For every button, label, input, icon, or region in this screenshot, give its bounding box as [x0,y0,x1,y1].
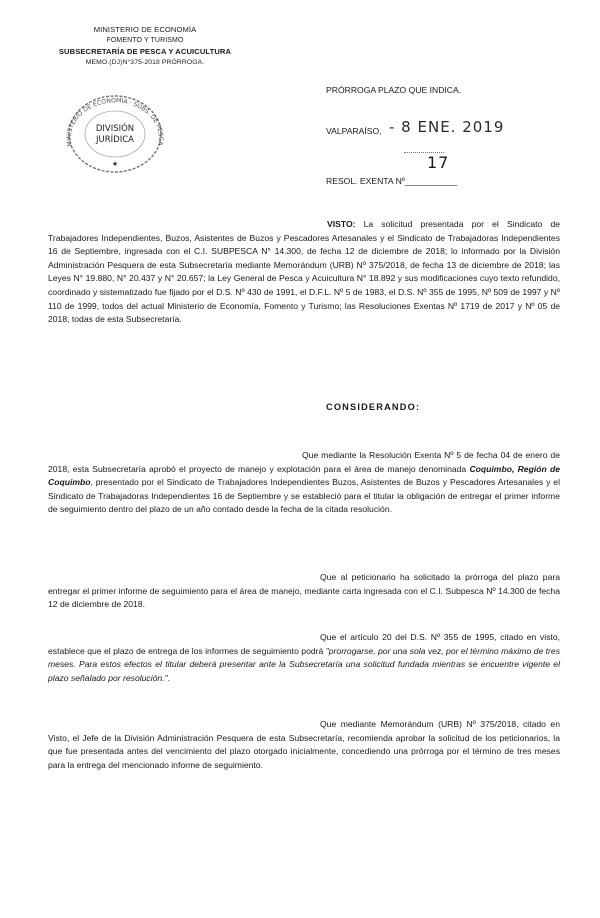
seal-center-line2: JURÍDICA [96,135,134,145]
p3-text-a: Que el artículo 20 del D.S. Nº 355 de 1995, citado en visto, establece que el plazo de entrega de los informes de seguimiento podrá [48,632,560,656]
p3-quote: "prorrogarse, por una sola vez, por el término máximo de tres meses. Para estos efectos el titular deberá presentar ante la Subsecretaría una solicitud fundada mientras se encuentre vigente el plazo señalado por resolución." [48,645,560,683]
letterhead-memo-ref: MEMO.(DJ)N°375-2018 PRÓRROGA. [85,59,205,66]
considerando-paragraph-3 [48,631,560,685]
p1-area-name: Coquimbo, Región de Coquimbo [48,463,561,488]
resolution-label-text: RESOL. EXENTA Nº [326,176,405,186]
date-stamp: - 8 ENE. 2019 [389,118,505,136]
letterhead [50,24,240,68]
letterhead-subsecretaria: SUBSECRETARÍA DE PESCA Y ACUICULTURA [58,47,232,56]
considerando-title: CONSIDERANDO: [326,402,421,412]
considerando-paragraph-4 [48,718,560,772]
considerando-paragraph-1 [48,449,560,517]
p1-text-a: Que mediante la Resolución Exenta Nº 5 de fecha 04 de enero de 2018, esta Subsecretaría aprobó el proyecto de manejo y explotación para el área de manejo denominada [48,450,560,474]
seal-star: ★ [111,160,119,168]
p4-text: Que mediante Memorándum (URB) Nº 375/2018, citado en Visto, el Jefe de la División Administración Pesquera de esta Subsecretaría, recomienda aprobar la solicitud de los peticionarios, la que fue presentada antes del vencimiento del plazo otorgado inicialmente, concediendo una prórroga por el término de tres meses para la entrega del mencionado informe de seguimiento. [48,719,560,770]
p3-text-c: . [167,672,171,683]
seal-center-line1: DIVISIÓN [95,124,135,134]
letterhead-ministry: MINISTERIO DE ECONOMÍA [93,25,197,34]
resolution-number: 17 [427,153,450,172]
considerando-paragraph-2 [48,571,560,612]
seal-ring-text: MINISTERIO DE ECONOMÍA · SUBS. DE PESCA [65,97,165,147]
resolution-label [326,176,458,186]
visto-section [48,218,560,327]
document-reference: PRÓRROGA PLAZO QUE INDICA. [326,85,462,95]
resolution-blank: ___________ [404,176,458,186]
place-label: VALPARAÍSO, [326,126,382,136]
visto-label: VISTO: [327,219,356,229]
p2-text: Que al peticionario ha solicitado la prórroga del plazo para entregar el primer informe de seguimiento para el área de manejo, mediante carta ingresada con el C.I. Subpesca Nº 14.300 de fecha 12 de diciembre de 2018. [48,572,560,610]
letterhead-ministry-sub: FOMENTO Y TURISMO [106,37,184,44]
division-juridica-seal [60,86,170,176]
p1-text-c: , presentado por el Sindicato de Trabajadores Independientes Buzos, Asistentes de Buzos y Pescadores Artesanales y el Sindicato de Trabajadoras Independientes 16 de Septiembre y se estableció para el titular la obligación de entregar el primer informe de seguimiento dentro del plazo de un año contado desde la fecha de la citada resolución. [48,477,560,515]
visto-text: La solicitud presentada por el Sindicato de Trabajadores Independientes, Buzos, Asistentes de Buzos y Pescadores Artesanales y el Sindicato de Trabajadoras Independientes 16 de Septiembre, ingresada con el C.I. SUBPESCA N° 14.300, de fecha 12 de diciembre de 2018; lo informado por la División Administración Pesquera de esta Subsecretaría mediante Memorándum (URB) Nº 375/2018, de fecha 13 de diciembre de 2018; las Leyes N° 19.880, N° 20.437 y N° 20.657; la Ley General de Pesca y Acuicultura N° 18.892 y sus modificaciones cuyo texto refundido, coordinado y sistematizado fue fijado por el D.S. Nº 430 de 1991, el D.F.L. Nº 5 de 1983, el D.S. Nº 355 de 1995, Nº 509 de 1997 y Nº 110 de 1999, todos del actual Ministerio de Economía, Fomento y Turismo; las Resoluciones Exentas Nº 1719 de 2017 y Nº 05 de 2018, todas de esta Subsecretaría. [48,219,560,325]
